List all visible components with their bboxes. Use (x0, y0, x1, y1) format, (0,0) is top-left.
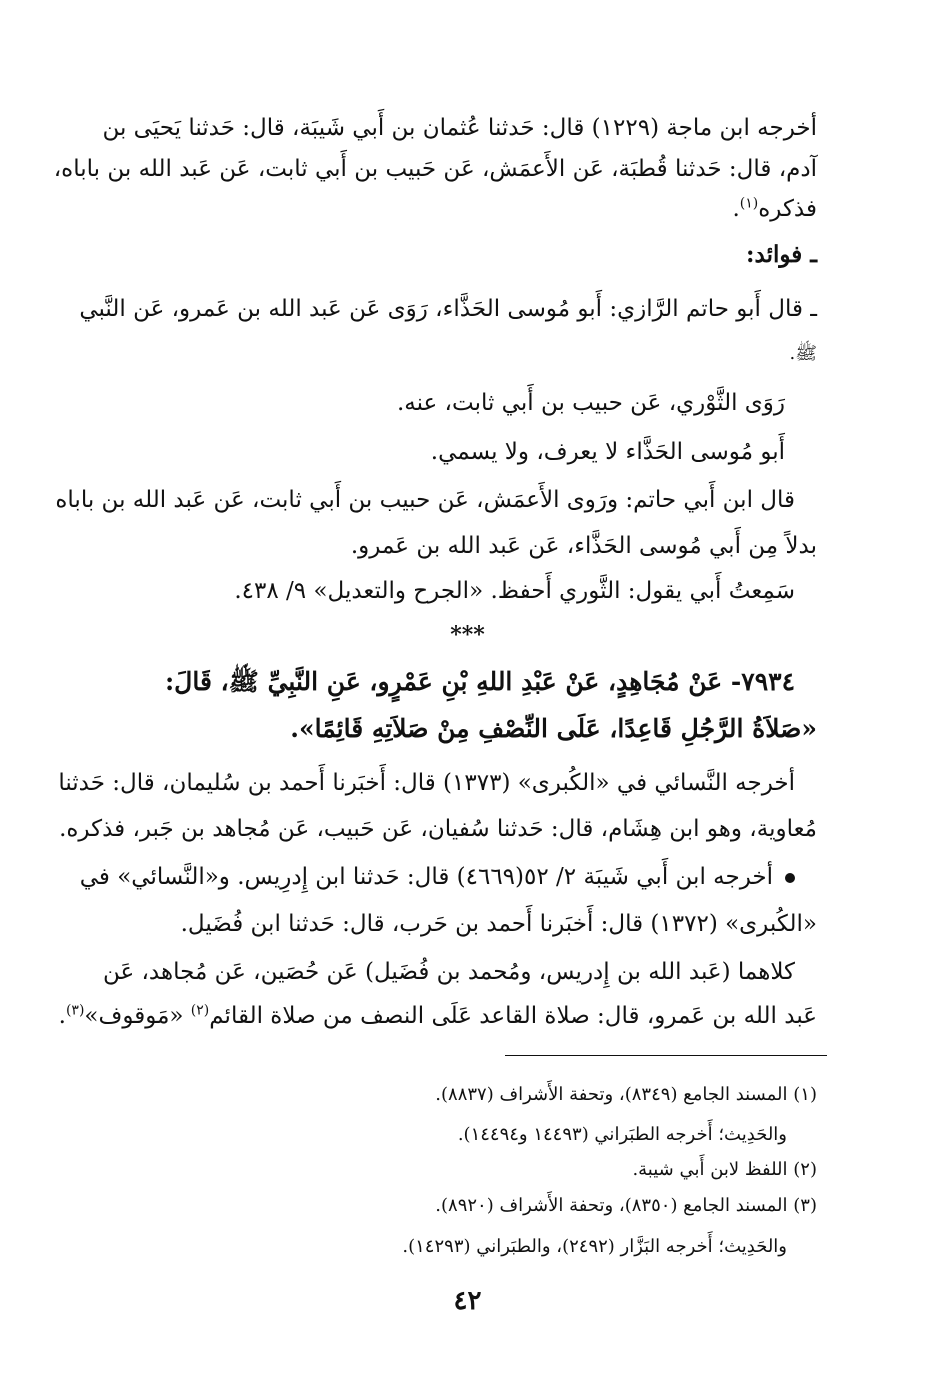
summary-text: عَبد الله بن عَمرو، قال: صلاة القاعد عَلَى النصف من صلاة القائم (209, 1003, 817, 1029)
takhrij-line-1: أخرجه ابن ماجة (١٢٢٩) قال: حَدثنا عُثمان بن أَبي شَيبَة، قال: حَدثنا يَحيَى بن (102, 115, 817, 141)
footnote-ref-3: (٣) (65, 1002, 85, 1019)
fawaid-heading: ـ فوائد: (746, 241, 817, 268)
summary-line-2 (58, 999, 817, 1033)
footnote-ref-1: (١) (739, 195, 759, 212)
takhrij-line-2: آدم، قال: حَدثنا قُطبَة، عَن الأَعمَش، عَن حَبيب بن أَبي ثابت، عَن عَبد الله بن باباه، (53, 156, 817, 182)
section-separator: *** (450, 622, 485, 648)
quote-ibn-abi-hatim-line-1: قال ابن أَبي حاتم: ورَوى الأَعمَش، عَن حبيب بن أَبي ثابت، عَن عَبد الله بن باباه (55, 487, 795, 513)
page-number: ٤٢ (453, 1286, 482, 1316)
footnote-3: (٣) المسند الجامع (٨٣٥٠)، وتحفة الأَشراف (٨٩٢٠). (435, 1195, 817, 1216)
quote-thawri: رَوَى الثَّوْري، عَن حبيب بن أَبي ثابت، عنه. (396, 390, 785, 416)
bullet-icon (785, 873, 795, 883)
quote-jarh-tadil: سَمِعتُ أَبي يقول: الثَّوري أَحفظ. «الجرح والتعديل» ٩/ ٤٣٨. (234, 578, 795, 604)
period: . (58, 1003, 66, 1029)
quote-abi-hatim-line-2: ﷺ. (789, 343, 817, 364)
footnote-1: (١) المسند الجامع (٨٣٤٩)، وتحفة الأَشراف (٨٨٣٧). (435, 1084, 817, 1105)
footnote-ref-2: (٢) (190, 1002, 210, 1019)
quote-ibn-abi-hatim-line-2: بدلاً مِن أَبي مُوسى الحَذَّاء، عَن عَبد الله بن عَمرو. (350, 533, 817, 559)
nasai-line-1: أخرجه النَّسائي في «الكُبرى» (١٣٧٣) قال: أَخبَرنا أَحمد بن سُليمان، قال: حَدثنا (58, 770, 795, 796)
footnote-1-continued: والحَدِيث؛ أَخرجه الطبَراني (١٤٤٩٣ و١٤٤٩٤). (457, 1124, 787, 1145)
mawquf-label: «مَوقوف» (84, 1003, 191, 1029)
quote-abi-hatim-line-1: ـ قال أَبو حاتم الرَّازي: أَبو مُوسى الحَذَّاء، رَوَى عَن عَبد الله بن عَمرو، عَن النَّبي (79, 296, 817, 322)
ibn-abi-shaybah-line-1 (79, 860, 795, 894)
period: . (732, 196, 740, 222)
footnote-divider (505, 1055, 827, 1056)
footnote-2: (٢) اللفظ لابن أَبي شيبة. (632, 1159, 817, 1180)
takhrij-line-3 (110, 192, 817, 226)
hadith-line-2: «صَلاَةُ الرَّجُلِ قَاعِدًا، عَلَى النِّصْفِ مِنْ صَلاَتِهِ قَائِمًا». (290, 714, 817, 743)
footnote-3-continued: والحَدِيث؛ أَخرجه البَزَّار (٢٤٩٢)، والطبَراني (١٤٢٩٣). (402, 1236, 787, 1257)
takhrij-text: فذكره (758, 196, 817, 222)
hadith-line-1: ٧٩٣٤- عَنْ مُجَاهِدٍ، عَنْ عَبْدِ اللهِ بْنِ عَمْرٍو، عَنِ النَّبِيِّ ﷺ، قَالَ: (164, 667, 795, 696)
quote-abu-musa: أَبو مُوسى الحَذَّاء لا يعرف، ولا يسمي. (430, 439, 785, 465)
summary-line-1: كلاهما (عَبد الله بن إِدريس، ومُحمد بن فُضَيل) عَن حُصَين، عَن مُجاهد، عَن (102, 959, 795, 985)
nasai-line-2: مُعاوية، وهو ابن هِشَام، قال: حَدثنا سُفيان، عَن حَبيب، عَن مُجاهد بن جَبر، فذكره. (59, 816, 817, 842)
ibn-abi-shaybah-line-2: «الكُبرى» (١٣٧٢) قال: أَخبَرنا أَحمد بن حَرب، قال: حَدثنا ابن فُضَيل. (180, 911, 817, 937)
ibn-abi-shaybah-text: أخرجه ابن أَبي شَيبَة ٢/ ٥٢(٤٦٦٩) قال: حَدثنا ابن إِدرِيس. و«النَّسائي» في (79, 864, 773, 890)
